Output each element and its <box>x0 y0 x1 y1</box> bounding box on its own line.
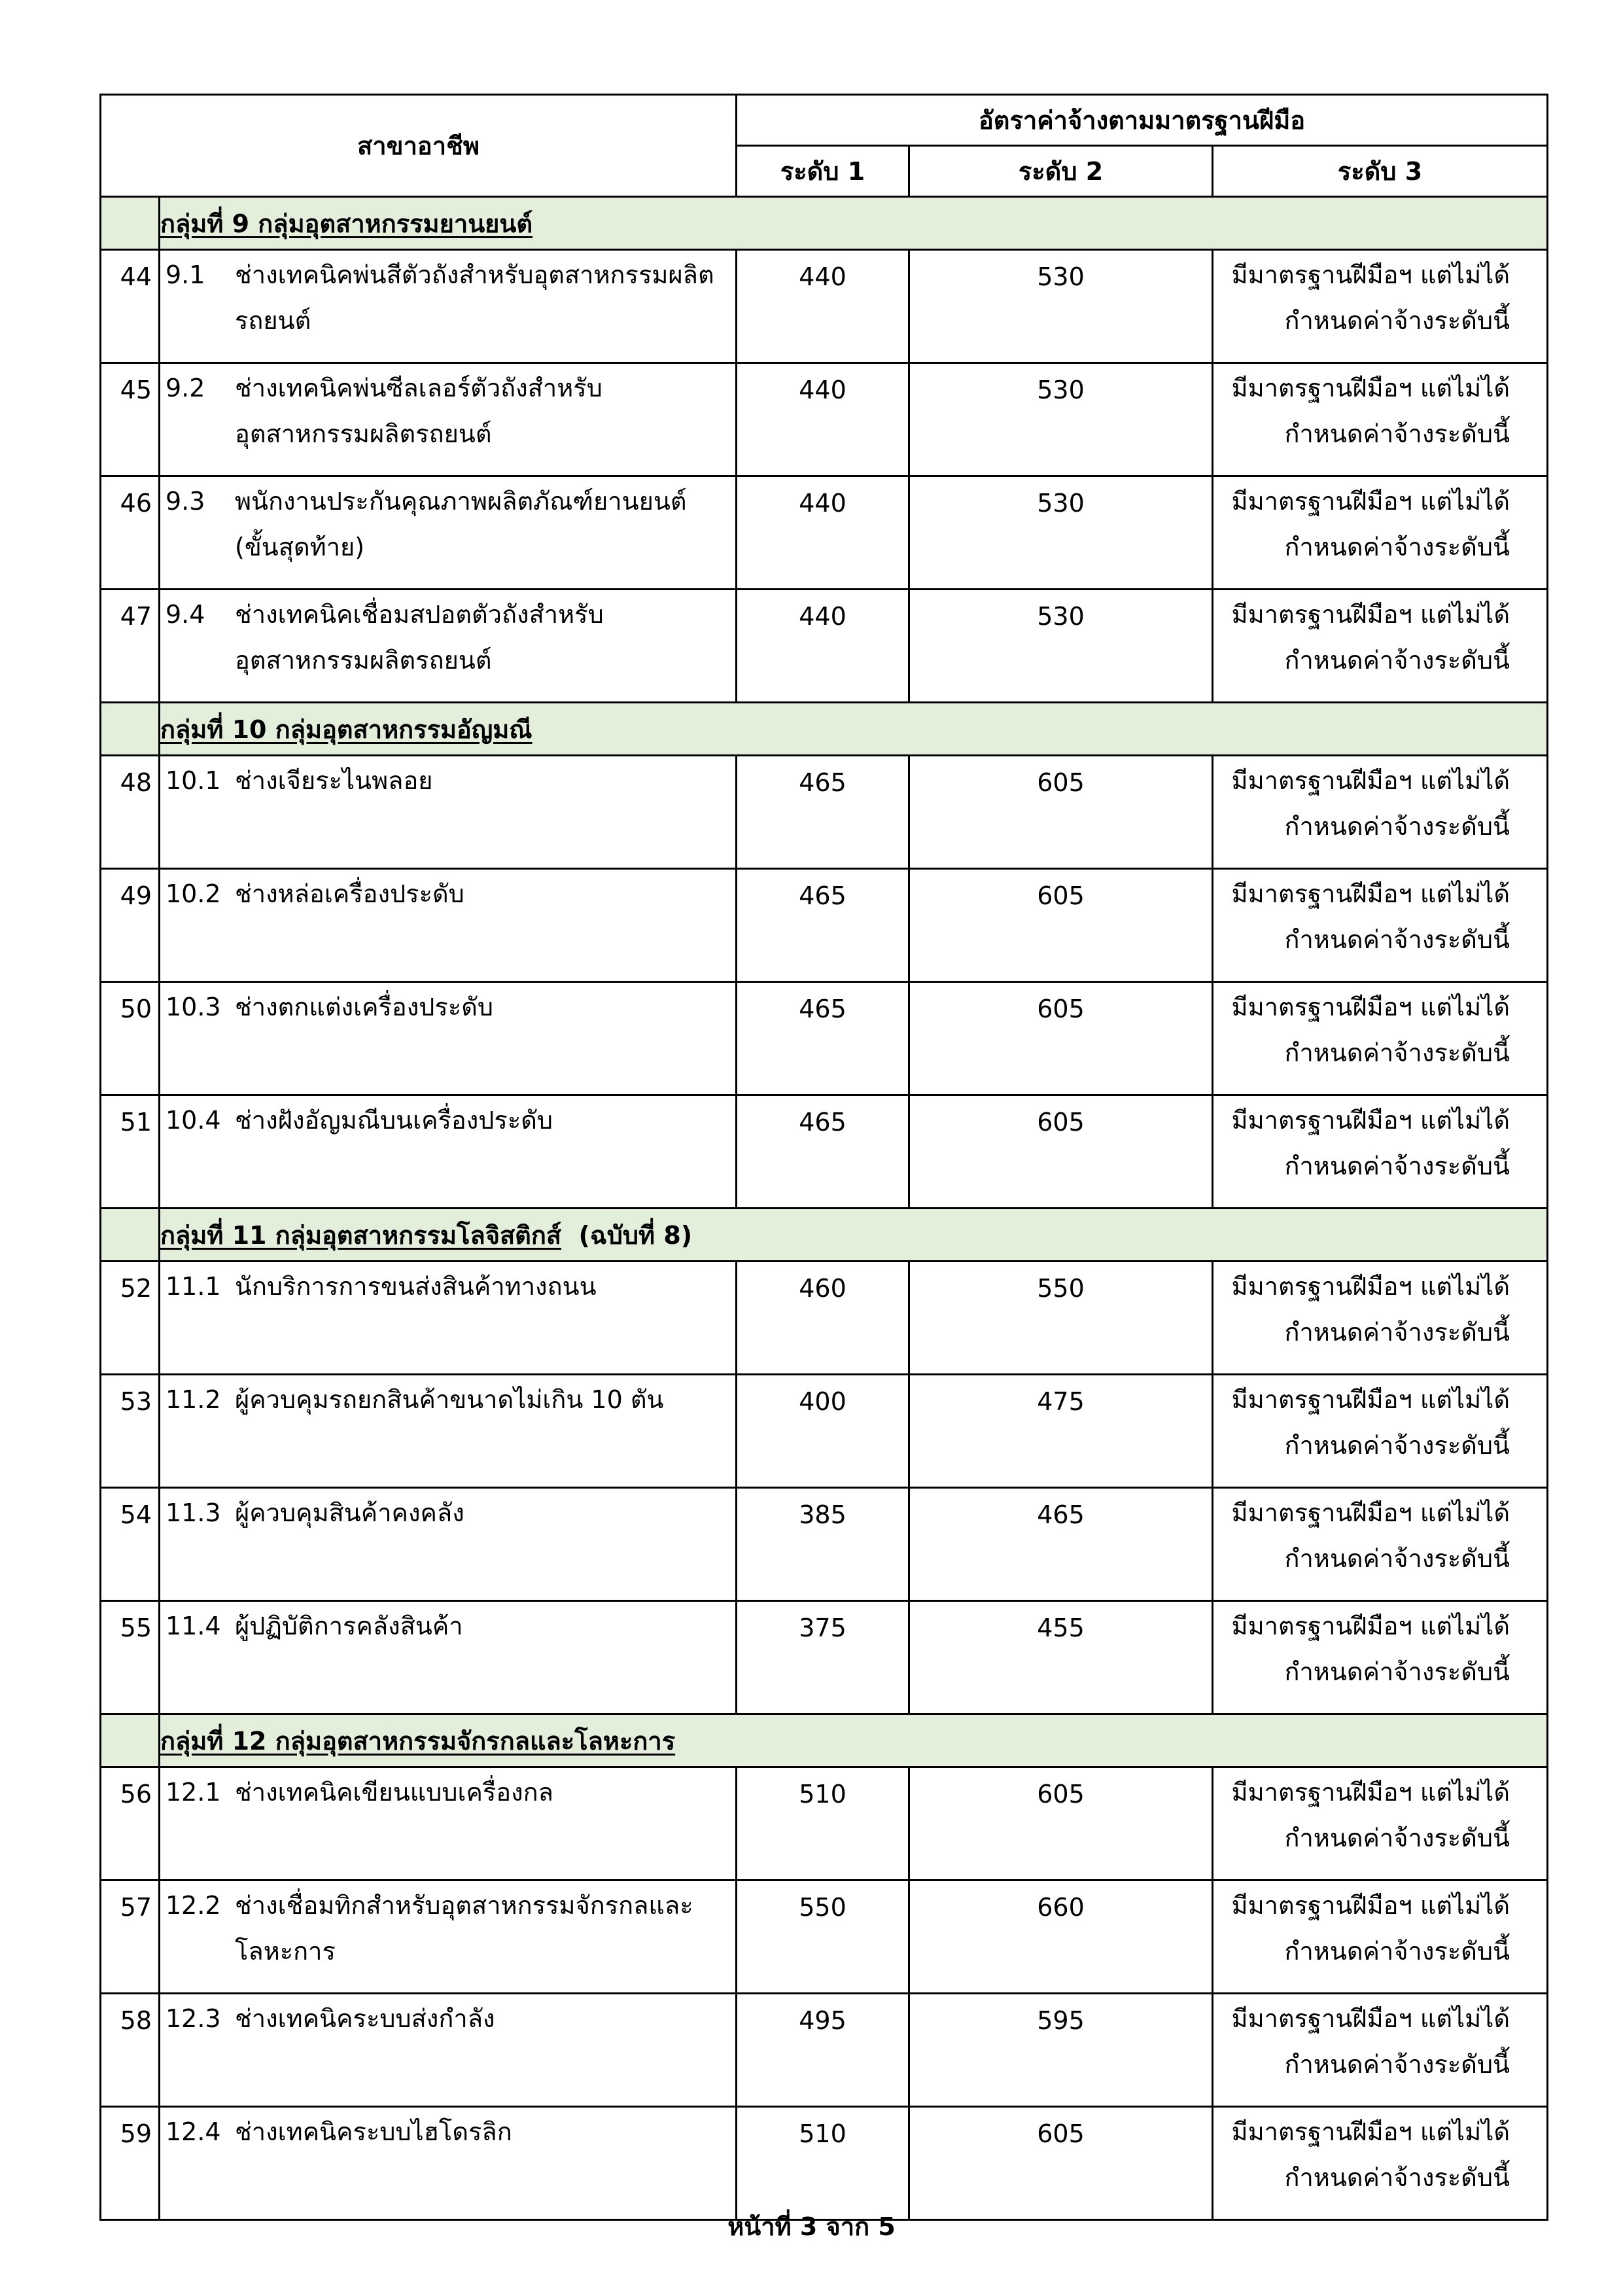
row-number: 46 <box>101 476 160 590</box>
group-title-cell <box>160 1209 1548 1262</box>
occupation-name: ช่างเชื่อมทิกสำหรับอุตสาหกรรมจักรกลและโลหะการ <box>235 1891 693 1966</box>
level-2-rate: 595 <box>909 1994 1213 2107</box>
level-1-rate: 440 <box>737 250 909 363</box>
occupation-cell <box>160 1488 737 1601</box>
table-row <box>101 250 1548 363</box>
occupation-name: ผู้ควบคุมรถยกสินค้าขนาดไม่เกิน 10 ตัน <box>235 1385 664 1414</box>
level-3-note-line: กำหนดค่าจ้างระดับนี้ <box>1284 533 1510 561</box>
row-number: 45 <box>101 363 160 476</box>
level-3-note <box>1213 476 1548 590</box>
occupation-name: ช่างเทคนิคเขียนแบบเครื่องกล <box>235 1778 553 1807</box>
level-3-note-line: กำหนดค่าจ้างระดับนี้ <box>1284 1318 1510 1347</box>
group-row <box>101 1209 1548 1262</box>
table-row <box>101 1375 1548 1488</box>
level-2-rate: 475 <box>909 1375 1213 1488</box>
level-2-rate: 605 <box>909 1767 1213 1881</box>
occupation-name: นักบริการการขนส่งสินค้าทางถนน <box>235 1272 597 1301</box>
occupation-code: 9.3 <box>166 487 205 516</box>
level-1-rate: 465 <box>737 1095 909 1209</box>
level-1-rate: 385 <box>737 1488 909 1601</box>
occupation-code: 10.1 <box>166 766 221 795</box>
group-title: กลุ่มที่ 12 กลุ่มอุตสาหกรรมจักรกลและโลหะการ <box>160 1726 676 1756</box>
group-number-cell <box>101 703 160 756</box>
table-row <box>101 2107 1548 2220</box>
occupation-cell <box>160 2107 737 2220</box>
level-3-note-line: กำหนดค่าจ้างระดับนี้ <box>1284 2050 1510 2079</box>
level-3-note <box>1213 2107 1548 2220</box>
occupation-cell <box>160 1767 737 1881</box>
level-2-rate: 605 <box>909 1095 1213 1209</box>
occupation-cell <box>160 869 737 982</box>
level-2-header: ระดับ 2 <box>909 146 1213 197</box>
level-3-note-line: มีมาตรฐานฝีมือฯ แต่ไม่ได้ <box>1231 1106 1510 1135</box>
table-row <box>101 1262 1548 1375</box>
level-3-note <box>1213 756 1548 869</box>
level-3-note-line: กำหนดค่าจ้างระดับนี้ <box>1284 306 1510 335</box>
level-3-note <box>1213 869 1548 982</box>
group-row <box>101 703 1548 756</box>
level-1-rate: 460 <box>737 1262 909 1375</box>
level-1-rate: 440 <box>737 476 909 590</box>
occupation-code: 10.4 <box>166 1106 221 1135</box>
level-2-rate: 660 <box>909 1881 1213 1994</box>
occupation-name: ช่างเทคนิคพ่นสีตัวถังสำหรับอุตสาหกรรมผลิตรถยนต์ <box>235 260 714 335</box>
level-3-note-line: มีมาตรฐานฝีมือฯ แต่ไม่ได้ <box>1231 1385 1510 1414</box>
occupation-code: 9.2 <box>166 374 205 402</box>
level-3-note-line: กำหนดค่าจ้างระดับนี้ <box>1284 812 1510 841</box>
table-row <box>101 476 1548 590</box>
occupation-code: 12.1 <box>166 1778 221 1807</box>
group-number-cell <box>101 1209 160 1262</box>
occupation-code: 9.4 <box>166 600 205 629</box>
level-2-rate: 455 <box>909 1601 1213 1714</box>
level-2-rate: 530 <box>909 590 1213 703</box>
occupation-name: ช่างเทคนิคพ่นซีลเลอร์ตัวถังสำหรับอุตสาหกรรมผลิตรถยนต์ <box>235 374 602 448</box>
level-1-rate: 440 <box>737 363 909 476</box>
occupation-code: 11.2 <box>166 1385 221 1414</box>
occupation-cell <box>160 756 737 869</box>
row-number: 48 <box>101 756 160 869</box>
table-body <box>101 197 1548 2220</box>
table-row <box>101 1095 1548 1209</box>
level-2-rate: 605 <box>909 2107 1213 2220</box>
occupation-name: ช่างฝังอัญมณีบนเครื่องประดับ <box>235 1106 553 1135</box>
level-3-note <box>1213 250 1548 363</box>
occupation-code: 12.3 <box>166 2004 221 2033</box>
level-1-rate: 400 <box>737 1375 909 1488</box>
table-row <box>101 1881 1548 1994</box>
row-number: 55 <box>101 1601 160 1714</box>
occupation-code: 11.3 <box>166 1498 221 1527</box>
occupation-name: ช่างเทคนิคเชื่อมสปอตตัวถังสำหรับอุตสาหกรรมผลิตรถยนต์ <box>235 600 604 675</box>
row-number: 56 <box>101 1767 160 1881</box>
occupation-code: 10.3 <box>166 993 221 1021</box>
row-number: 53 <box>101 1375 160 1488</box>
level-2-rate: 605 <box>909 756 1213 869</box>
level-3-note-line: มีมาตรฐานฝีมือฯ แต่ไม่ได้ <box>1231 1891 1510 1920</box>
level-3-note-line: กำหนดค่าจ้างระดับนี้ <box>1284 1657 1510 1686</box>
row-number: 52 <box>101 1262 160 1375</box>
level-2-rate: 605 <box>909 982 1213 1095</box>
level-3-note <box>1213 1994 1548 2107</box>
occupation-code: 12.2 <box>166 1891 221 1920</box>
group-row <box>101 197 1548 250</box>
occupation-cell <box>160 363 737 476</box>
level-3-note-line: กำหนดค่าจ้างระดับนี้ <box>1284 2163 1510 2192</box>
occupation-name: ช่างเทคนิคระบบไฮโดรลิก <box>235 2117 512 2146</box>
level-3-note <box>1213 1488 1548 1601</box>
table-row <box>101 869 1548 982</box>
level-2-rate: 530 <box>909 250 1213 363</box>
level-3-note <box>1213 1095 1548 1209</box>
level-3-note <box>1213 1767 1548 1881</box>
level-3-note-line: มีมาตรฐานฝีมือฯ แต่ไม่ได้ <box>1231 487 1510 516</box>
occupation-name: ช่างหล่อเครื่องประดับ <box>235 879 464 908</box>
row-number: 51 <box>101 1095 160 1209</box>
level-1-rate: 465 <box>737 869 909 982</box>
level-3-note-line: กำหนดค่าจ้างระดับนี้ <box>1284 1824 1510 1852</box>
occupation-code: 9.1 <box>166 260 205 289</box>
level-3-note-line: มีมาตรฐานฝีมือฯ แต่ไม่ได้ <box>1231 1612 1510 1640</box>
level-3-note <box>1213 590 1548 703</box>
occupation-cell <box>160 1601 737 1714</box>
table-row <box>101 1994 1548 2107</box>
level-3-note-line: มีมาตรฐานฝีมือฯ แต่ไม่ได้ <box>1231 993 1510 1021</box>
row-number: 59 <box>101 2107 160 2220</box>
level-1-header: ระดับ 1 <box>737 146 909 197</box>
row-number: 47 <box>101 590 160 703</box>
level-3-note-line: กำหนดค่าจ้างระดับนี้ <box>1284 419 1510 448</box>
occupation-name: ช่างตกแต่งเครื่องประดับ <box>235 993 494 1021</box>
row-number: 57 <box>101 1881 160 1994</box>
level-3-note <box>1213 1601 1548 1714</box>
row-number: 50 <box>101 982 160 1095</box>
level-3-header: ระดับ 3 <box>1213 146 1548 197</box>
occupation-name: ผู้ควบคุมสินค้าคงคลัง <box>235 1498 464 1527</box>
group-title-cell <box>160 703 1548 756</box>
occupation-header: สาขาอาชีพ <box>101 95 737 197</box>
group-number-cell <box>101 197 160 250</box>
occupation-code: 11.1 <box>166 1272 221 1301</box>
level-1-rate: 440 <box>737 590 909 703</box>
occupation-code: 12.4 <box>166 2117 221 2146</box>
level-1-rate: 375 <box>737 1601 909 1714</box>
level-3-note-line: มีมาตรฐานฝีมือฯ แต่ไม่ได้ <box>1231 766 1510 795</box>
table-header <box>101 95 1548 197</box>
level-3-note <box>1213 1375 1548 1488</box>
level-3-note-line: มีมาตรฐานฝีมือฯ แต่ไม่ได้ <box>1231 600 1510 629</box>
level-2-rate: 550 <box>909 1262 1213 1375</box>
occupation-name: ช่างเจียระไนพลอย <box>235 766 433 795</box>
row-number: 58 <box>101 1994 160 2107</box>
level-1-rate: 495 <box>737 1994 909 2107</box>
rate-header: อัตราค่าจ้างตามมาตรฐานฝีมือ <box>737 95 1548 146</box>
occupation-cell <box>160 1262 737 1375</box>
group-title: กลุ่มที่ 9 กลุ่มอุตสาหกรรมยานยนต์ <box>160 209 533 238</box>
level-3-note <box>1213 363 1548 476</box>
group-number-cell <box>101 1714 160 1767</box>
level-3-note-line: กำหนดค่าจ้างระดับนี้ <box>1284 1544 1510 1573</box>
level-2-rate: 530 <box>909 476 1213 590</box>
level-2-rate: 605 <box>909 869 1213 982</box>
occupation-cell <box>160 590 737 703</box>
page-footer: หน้าที่ 3 จาก 5 <box>727 2212 896 2241</box>
level-3-note-line: มีมาตรฐานฝีมือฯ แต่ไม่ได้ <box>1231 374 1510 402</box>
table-row <box>101 982 1548 1095</box>
level-3-note-line: มีมาตรฐานฝีมือฯ แต่ไม่ได้ <box>1231 1778 1510 1807</box>
group-row <box>101 1714 1548 1767</box>
level-1-rate: 465 <box>737 982 909 1095</box>
level-3-note-line: กำหนดค่าจ้างระดับนี้ <box>1284 1038 1510 1067</box>
level-3-note <box>1213 1262 1548 1375</box>
level-1-rate: 465 <box>737 756 909 869</box>
occupation-name: พนักงานประกันคุณภาพผลิตภัณฑ์ยานยนต์ (ขั้นสุดท้าย) <box>235 487 687 561</box>
level-3-note-line: มีมาตรฐานฝีมือฯ แต่ไม่ได้ <box>1231 1498 1510 1527</box>
occupation-cell <box>160 982 737 1095</box>
table-row <box>101 1488 1548 1601</box>
group-title-cell <box>160 197 1548 250</box>
group-title: กลุ่มที่ 11 กลุ่มอุตสาหกรรมโลจิสติกส์ <box>160 1220 562 1250</box>
level-3-note-line: มีมาตรฐานฝีมือฯ แต่ไม่ได้ <box>1231 260 1510 289</box>
level-3-note-line: กำหนดค่าจ้างระดับนี้ <box>1284 646 1510 675</box>
occupation-name: ช่างเทคนิคระบบส่งกำลัง <box>235 2004 495 2033</box>
occupation-name: ผู้ปฏิบัติการคลังสินค้า <box>235 1612 463 1640</box>
level-3-note <box>1213 982 1548 1095</box>
level-3-note-line: กำหนดค่าจ้างระดับนี้ <box>1284 1152 1510 1180</box>
occupation-cell <box>160 250 737 363</box>
level-3-note <box>1213 1881 1548 1994</box>
table-row <box>101 363 1548 476</box>
level-3-note-line: มีมาตรฐานฝีมือฯ แต่ไม่ได้ <box>1231 1272 1510 1301</box>
level-1-rate: 510 <box>737 2107 909 2220</box>
wage-rate-table <box>99 94 1548 2221</box>
row-number: 44 <box>101 250 160 363</box>
group-title-suffix: (ฉบับที่ 8) <box>578 1220 693 1250</box>
group-title: กลุ่มที่ 10 กลุ่มอุตสาหกรรมอัญมณี <box>160 715 532 744</box>
occupation-cell <box>160 1095 737 1209</box>
table-row <box>101 1601 1548 1714</box>
table-row <box>101 756 1548 869</box>
row-number: 54 <box>101 1488 160 1601</box>
level-1-rate: 510 <box>737 1767 909 1881</box>
occupation-cell <box>160 1375 737 1488</box>
level-2-rate: 465 <box>909 1488 1213 1601</box>
occupation-code: 11.4 <box>166 1612 221 1640</box>
level-1-rate: 550 <box>737 1881 909 1994</box>
level-2-rate: 530 <box>909 363 1213 476</box>
level-3-note-line: มีมาตรฐานฝีมือฯ แต่ไม่ได้ <box>1231 2117 1510 2146</box>
occupation-cell <box>160 1994 737 2107</box>
table-row <box>101 590 1548 703</box>
occupation-code: 10.2 <box>166 879 221 908</box>
level-3-note-line: กำหนดค่าจ้างระดับนี้ <box>1284 925 1510 954</box>
row-number: 49 <box>101 869 160 982</box>
table-row <box>101 1767 1548 1881</box>
level-3-note-line: มีมาตรฐานฝีมือฯ แต่ไม่ได้ <box>1231 879 1510 908</box>
level-3-note-line: กำหนดค่าจ้างระดับนี้ <box>1284 1937 1510 1966</box>
occupation-cell <box>160 1881 737 1994</box>
group-title-cell <box>160 1714 1548 1767</box>
occupation-cell <box>160 476 737 590</box>
level-3-note-line: มีมาตรฐานฝีมือฯ แต่ไม่ได้ <box>1231 2004 1510 2033</box>
level-3-note-line: กำหนดค่าจ้างระดับนี้ <box>1284 1431 1510 1460</box>
